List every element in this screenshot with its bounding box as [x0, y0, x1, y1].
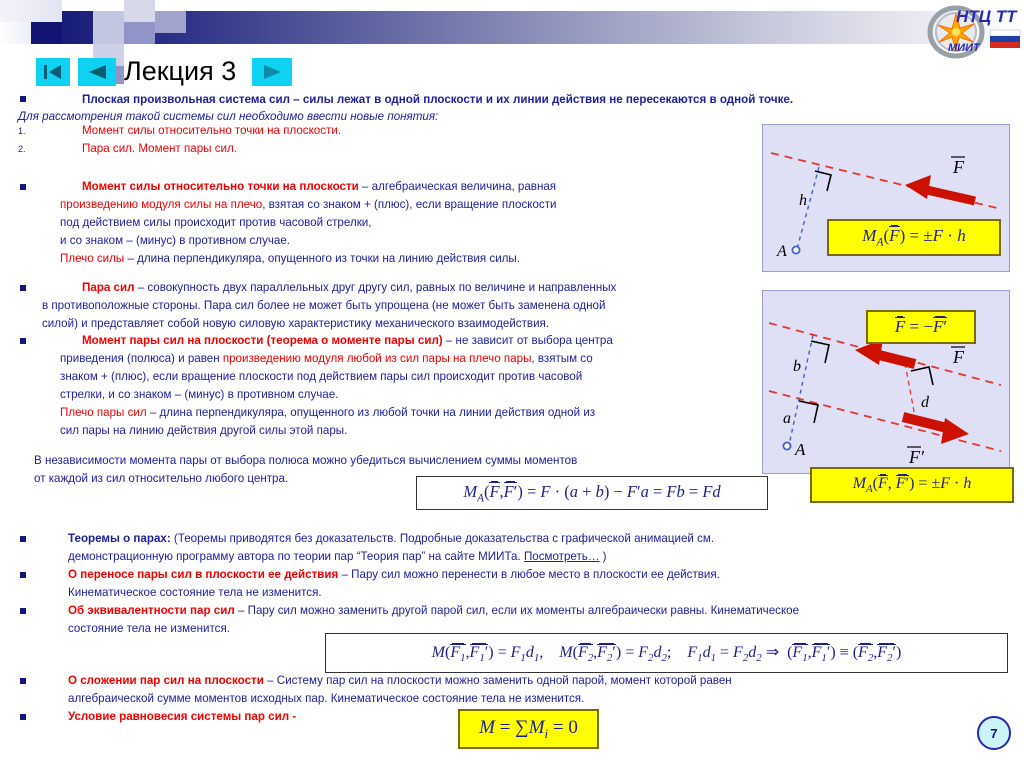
label-force-F-prime — [907, 447, 925, 467]
triangle-left-icon — [85, 63, 109, 81]
definition-text: – силы лежат в одной плоскости и их линии действия не пересекаются в одной точке. — [289, 93, 794, 106]
bullet-marker — [20, 96, 26, 102]
paragraph-couple-line2: в противоположные стороны. Пара сил более не может быть упрощена (не может быть заменена одной — [42, 299, 606, 312]
triangle-right-icon — [260, 63, 284, 81]
list-item-force-couple: Пара сил. Момент пары сил. — [82, 142, 237, 155]
term-theorems-on-couples: Теоремы о парах: — [68, 532, 171, 545]
label-distance-d: d — [921, 394, 929, 411]
paragraph-couple-moment-line3: знаком + (плюс), если вращение плоскости под действием пары сил происходит против часовой — [60, 370, 583, 383]
paragraph-couple-arm-line2: сил пары на линию действия другой силы этой пары. — [60, 424, 348, 437]
header-square — [0, 22, 31, 44]
paragraph-independence-note: В независимости момента пары от выбора полюса можно убедиться вычислением суммы моментов — [34, 454, 578, 467]
list-number-2: 2. — [18, 144, 26, 154]
theorems-note-text: (Теоремы приводятся без доказательств. Подробные доказательства с графической анимацией см. — [170, 532, 715, 545]
paragraph-couple-line3: силой) и представляет собой новую силовую характеристику механического взаимодействия. — [42, 317, 550, 330]
next-slide-button[interactable] — [252, 58, 292, 86]
page-number-badge: 7 — [977, 716, 1011, 750]
ntc-tt-miit-logo — [916, 2, 1022, 62]
intro-text: Для рассмотрения такой системы сил необходимо ввести новые понятия: — [18, 110, 439, 123]
closing-paren: ) — [599, 550, 607, 563]
force-arrow-F — [905, 175, 975, 201]
header-gradient-bar — [62, 11, 1024, 44]
paragraph-theorem-addition — [68, 672, 732, 690]
theorem-equivalence-text: – Пару сил можно заменить другой парой сил, если их моменты алгебраически равны. Кинематическое — [234, 604, 800, 617]
logo-main-text: НТЦ ТТ — [956, 7, 1017, 26]
paragraph-moment-definition — [82, 178, 556, 196]
label-distance-a: a — [783, 410, 791, 427]
term-plane-arbitrary-force-system: Плоская произвольная система сил — [82, 93, 290, 106]
skip-to-start-icon — [42, 63, 64, 81]
list-item-moment-about-point: Момент силы относительно точки на плоскости. — [82, 124, 342, 137]
first-slide-button[interactable] — [36, 58, 70, 86]
term-arm-of-couple: Плечо пары сил — [60, 406, 147, 419]
label-arm-h: h — [799, 192, 807, 209]
term-arm-of-force: Плечо силы — [60, 252, 125, 265]
taken-with-text: , взятым со — [531, 352, 593, 365]
paragraph-equilibrium-condition: Условие равновесия системы пар сил - — [68, 710, 297, 723]
title-row — [36, 56, 292, 87]
formula-box-main-derivation: $M_A(F,F') = F \cdot (a + b) - F'a = Fb = Fd$ — [416, 476, 768, 510]
paragraph-independence-note2: от каждой из сил относительно любого центра. — [34, 472, 289, 485]
previous-slide-button[interactable] — [78, 58, 116, 86]
bullet-marker — [20, 608, 26, 614]
paragraph-theorems-intro — [68, 530, 714, 548]
paragraph-moment-line3: под действием силы происходит против часовой стрелки, — [60, 216, 372, 229]
label-distance-b: b — [793, 358, 801, 375]
term-product-modulus-arm: произведению модуля силы на плечо — [60, 198, 263, 211]
paragraph-theorem-equivalence2: состояние тела не изменится. — [68, 622, 230, 635]
header-square — [155, 11, 186, 33]
header-square — [124, 0, 155, 22]
paragraph-couple-moment-theorem — [82, 332, 613, 350]
formula-box-moment-of-force: $M_A(F) = \pm F \cdot h$ — [827, 219, 1001, 256]
bullet-marker — [20, 285, 26, 291]
bullet-marker — [20, 678, 26, 684]
moment-definition-text: – алгебраическая величина, равная — [358, 180, 557, 193]
label-point-A: A — [795, 440, 806, 459]
bullet-marker — [20, 714, 26, 720]
label-force-F — [951, 157, 965, 177]
theorem-addition-text: – Систему пар сил на плоскости можно заменить одной парой, момент которой равен — [263, 674, 732, 687]
header-square — [0, 0, 62, 22]
term-theorem-addition: О сложении пар сил на плоскости — [68, 674, 264, 687]
bullet-marker — [20, 572, 26, 578]
moment-sign-text: , взятая со знаком + (плюс), если вращение плоскости — [262, 198, 557, 211]
paragraph-moment-line4: и со знаком – (минус) в противном случае. — [60, 234, 291, 247]
svg-text:F: F — [953, 157, 964, 177]
russian-flag-icon — [990, 30, 1020, 48]
label-force-F — [951, 347, 965, 367]
bullet-marker — [20, 338, 26, 344]
svg-text:F′: F′ — [909, 447, 924, 467]
paragraph-couple-definition — [82, 279, 616, 297]
term-force-couple: Пара сил — [82, 281, 135, 294]
bullet-marker — [20, 536, 26, 542]
term-theorem-equivalence: Об эквивалентности пар сил — [68, 604, 235, 617]
demo-program-text: демонстрационную программу автора по теории пар “Теория пар” на сайте МИИТа. — [68, 550, 524, 563]
couple-moment-text: – не зависит от выбора центра — [442, 334, 613, 347]
paragraph-arm-definition — [60, 250, 520, 268]
logo-sub-text: МИИТ — [948, 42, 980, 54]
formula-box-moment-of-couple: $M_A(F$, F′) = ±F · h — [810, 467, 1014, 503]
list-number-1: 1. — [18, 126, 26, 136]
paragraph-theorem-equivalence — [68, 602, 799, 620]
view-link[interactable]: Посмотреть… — [523, 550, 600, 563]
paragraph-definition-plane-system — [82, 91, 793, 109]
paragraph-theorems-intro2 — [68, 548, 607, 566]
term-theorem-translation: О переносе пары сил в плоскости ее действия — [68, 568, 339, 581]
bullet-marker — [20, 184, 26, 190]
svg-text:F: F — [953, 347, 964, 367]
header-square-dark — [31, 22, 62, 44]
arm-definition-text: – длина перпендикуляра, опущенного из точки на линию действия силы. — [124, 252, 520, 265]
paragraph-couple-moment-line2 — [60, 350, 593, 368]
formula-box-equivalence: $M(F_1,F_1') = F_1d_1$, $M(F_2,F_2') = F_2d_2$; $F_1d_1 = F_2d_2$ ⇒ $(F_1,F_1') \equiv (F_2,F_2')$ — [325, 633, 1008, 673]
reduction-center-text: приведения (полюса) и равен — [60, 352, 223, 365]
formula-box-F-equals-minus-F-prime: F = −F′ — [866, 310, 976, 344]
paragraph-moment-line2 — [60, 196, 557, 214]
formula-box-equilibrium: $M = \sum M_i = 0$ — [458, 709, 599, 749]
term-moment-of-couple: Момент пары сил на плоскости (теорема о моменте пары сил) — [82, 334, 443, 347]
theorem-translation-text: – Пару сил можно перенести в любое место в плоскости ее действия. — [338, 568, 720, 581]
term-moment-of-force: Момент силы относительно точки на плоскости — [82, 180, 359, 193]
paragraph-theorem-translation2: Кинематическое состояние тела не изменится. — [68, 586, 322, 599]
paragraph-couple-arm-definition — [60, 404, 595, 422]
paragraph-theorem-addition2: алгебраической сумме моментов исходных пар. Кинематическое состояние тела не изменится. — [68, 692, 585, 705]
paragraph-couple-moment-line4: стрелки, и со знаком – (минус) в противном случае. — [60, 388, 339, 401]
label-point-A: A — [777, 243, 787, 260]
header-square — [93, 11, 124, 44]
page-title: Лекция 3 — [124, 56, 237, 86]
header-square — [124, 22, 155, 44]
paragraph-theorem-translation — [68, 566, 720, 584]
couple-definition-text: – совокупность двух параллельных друг другу сил, равных по величине и направленных — [134, 281, 617, 294]
couple-arm-text: – длина перпендикуляра, опущенного из любой точки на линии действия одной из — [146, 406, 596, 419]
term-product-any-force-arm: произведению модуля любой из сил пары на плечо пары — [222, 352, 532, 365]
